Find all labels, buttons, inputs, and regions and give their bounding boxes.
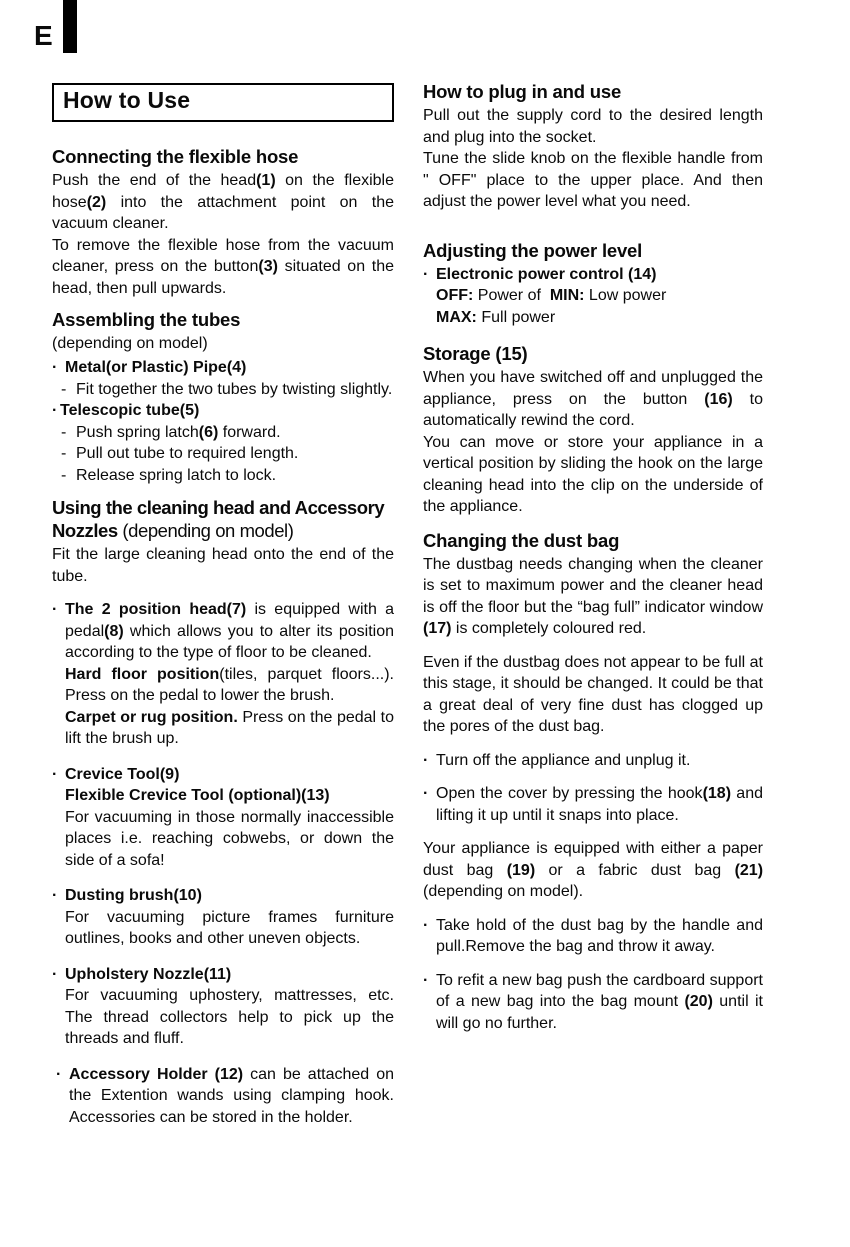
section-storage bbox=[423, 342, 763, 518]
bullet-marker: · bbox=[52, 965, 58, 983]
bullet-text: Accessory Holder (12) can be attached on the Extention wands using clamping hook. Accessories can be stored in the holder. bbox=[69, 1065, 394, 1126]
dash-marker: - bbox=[61, 445, 67, 462]
section-heading: Assembling the tubes bbox=[52, 309, 241, 330]
section-changing-dust-bag bbox=[423, 529, 763, 1035]
paragraph: For vacuuming in those normally inaccessible places i.e. reaching cobwebs, or down the side of a sofa! bbox=[65, 808, 394, 869]
paragraph: Pull out the supply cord to the desired length and plug into the socket. bbox=[423, 107, 763, 146]
bullet-item bbox=[423, 264, 763, 286]
bullet-item bbox=[52, 1064, 394, 1129]
section-heading: Connecting the flexible hose bbox=[52, 146, 299, 167]
dash-text: Fit together the two tubes by twisting slightly. bbox=[76, 380, 393, 398]
power-levels-line: MAX: Full power bbox=[436, 308, 556, 326]
right-column bbox=[423, 80, 763, 1034]
paragraph: Fit the large cleaning head onto the end of the tube. bbox=[52, 546, 394, 585]
dash-item bbox=[52, 443, 394, 465]
bullet-item bbox=[423, 783, 763, 826]
section-connecting-hose bbox=[52, 145, 394, 299]
paragraph: Push the end of the head(1) on the flexible hose(2) into the attachment point on the vacuum cleaner. bbox=[52, 172, 394, 232]
bullet-marker: · bbox=[423, 971, 429, 989]
bullet-marker: · bbox=[52, 887, 58, 904]
dash-text: Release spring latch to lock. bbox=[76, 466, 277, 484]
page-title-box: How to Use bbox=[52, 83, 394, 122]
bullet-text: Electronic power control (14) bbox=[436, 265, 657, 283]
section-cleaning-head-nozzles bbox=[52, 496, 394, 1128]
dash-marker: - bbox=[61, 380, 67, 398]
bullet-item bbox=[423, 970, 763, 1035]
language-tab-bar bbox=[63, 0, 77, 53]
paragraph: For vacuuming picture frames furniture outlines, books and other uneven objects. bbox=[65, 908, 394, 947]
bullet-text: To refit a new bag push the cardboard support of a new bag into the bag mount (20) until it will go no further. bbox=[436, 971, 763, 1032]
dash-item bbox=[52, 422, 394, 444]
left-column bbox=[52, 83, 394, 1128]
bullet-item bbox=[52, 764, 394, 786]
paragraph: When you have switched off and unplugged the appliance, press on the button (16) to automatically rewind the cord. bbox=[423, 369, 763, 429]
dash-text: Push spring latch(6) forward. bbox=[76, 423, 281, 441]
section-heading: Storage (15) bbox=[423, 343, 528, 364]
section-power-level bbox=[423, 239, 763, 329]
paragraph: For vacuuming uphostery, mattresses, etc. The thread collectors help to pick up the threads and fluff. bbox=[65, 987, 394, 1047]
section-heading: How to plug in and use bbox=[423, 81, 622, 102]
paragraph: Carpet or rug position. Press on the pedal to lift the brush up. bbox=[65, 708, 394, 747]
paragraph: Tune the slide knob on the flexible handle from " OFF" place to the upper place. And then adjust the power level what you need. bbox=[423, 150, 763, 210]
language-badge: E bbox=[34, 20, 53, 51]
dash-item bbox=[52, 379, 394, 401]
bullet-item bbox=[52, 400, 394, 422]
section-heading-line1: Using the cleaning head and Accessory bbox=[52, 497, 385, 518]
section-heading: Changing the dust bag bbox=[423, 529, 620, 551]
bullet-marker: · bbox=[52, 765, 58, 783]
bullet-item bbox=[423, 915, 763, 958]
model-note: (depending on model) bbox=[52, 335, 208, 352]
paragraph: Your appliance is equipped with either a paper dust bag (19) or a fabric dust bag (21)(depending on model). bbox=[423, 840, 764, 900]
bullet-marker: · bbox=[52, 601, 58, 618]
paragraph: Flexible Crevice Tool (optional)(13) bbox=[65, 787, 330, 804]
paragraph: Even if the dustbag does not appear to be full at this stage, it should be changed. It could be that a great deal of very fine dust has clogged up the pores of the dust bag. bbox=[423, 653, 763, 735]
section-plug-in-use bbox=[423, 80, 763, 213]
bullet-marker: · bbox=[423, 265, 429, 283]
bullet-marker: · bbox=[52, 359, 58, 376]
section-heading: Adjusting the power level bbox=[423, 239, 643, 261]
bullet-marker: · bbox=[423, 751, 429, 769]
bullet-text: The 2 position head(7) is equipped with a pedal(8) which allows you to alter its position according to the type of floor to be cleaned. bbox=[65, 601, 395, 661]
bullet-text: Crevice Tool(9) bbox=[65, 765, 180, 783]
bullet-text: Take hold of the dust bag by the handle and pull.Remove the bag and throw it away. bbox=[436, 916, 763, 955]
dash-marker: - bbox=[61, 423, 67, 441]
paragraph: You can move or store your appliance in a vertical position by sliding the hook on the large cleaning head into the clip on the underside of the appliance. bbox=[423, 433, 763, 515]
section-heading-line2: Nozzles (depending on model) bbox=[52, 520, 294, 541]
dash-marker: - bbox=[61, 466, 67, 484]
bullet-item bbox=[52, 885, 394, 907]
bullet-text: Open the cover by pressing the hook(18) and lifting it up until it snaps into place. bbox=[436, 785, 763, 824]
bullet-item bbox=[423, 750, 763, 772]
bullet-item bbox=[52, 357, 394, 379]
paragraph: Hard floor position(tiles, parquet floors...). Press on the pedal to lower the brush. bbox=[65, 665, 394, 704]
bullet-marker: · bbox=[423, 916, 429, 934]
bullet-text: Metal(or Plastic) Pipe(4) bbox=[65, 359, 247, 376]
bullet-item bbox=[52, 599, 394, 664]
bullet-marker: · bbox=[56, 1065, 62, 1083]
dash-text: Pull out tube to required length. bbox=[76, 445, 299, 462]
bullet-marker: · bbox=[423, 785, 429, 802]
paragraph: The dustbag needs changing when the cleaner is set to maximum power and the cleaner head is off the floor but the “bag full” indicator window (17) is completely coloured red. bbox=[423, 555, 763, 637]
paragraph: To remove the flexible hose from the vacuum cleaner, press on the button(3) situated on the head, then pull upwards. bbox=[52, 236, 394, 297]
bullet-text: Dusting brush(10) bbox=[65, 887, 202, 904]
power-levels-line: OFF: Power of MIN: Low power bbox=[436, 287, 667, 304]
dash-item bbox=[52, 465, 394, 487]
bullet-text: Upholstery Nozzle(11) bbox=[65, 965, 232, 983]
section-assembling-tubes bbox=[52, 308, 394, 486]
bullet-marker: · bbox=[52, 402, 58, 419]
bullet-item bbox=[52, 964, 394, 986]
bullet-text: Telescopic tube(5) bbox=[60, 402, 200, 419]
bullet-text: Turn off the appliance and unplug it. bbox=[436, 751, 691, 769]
